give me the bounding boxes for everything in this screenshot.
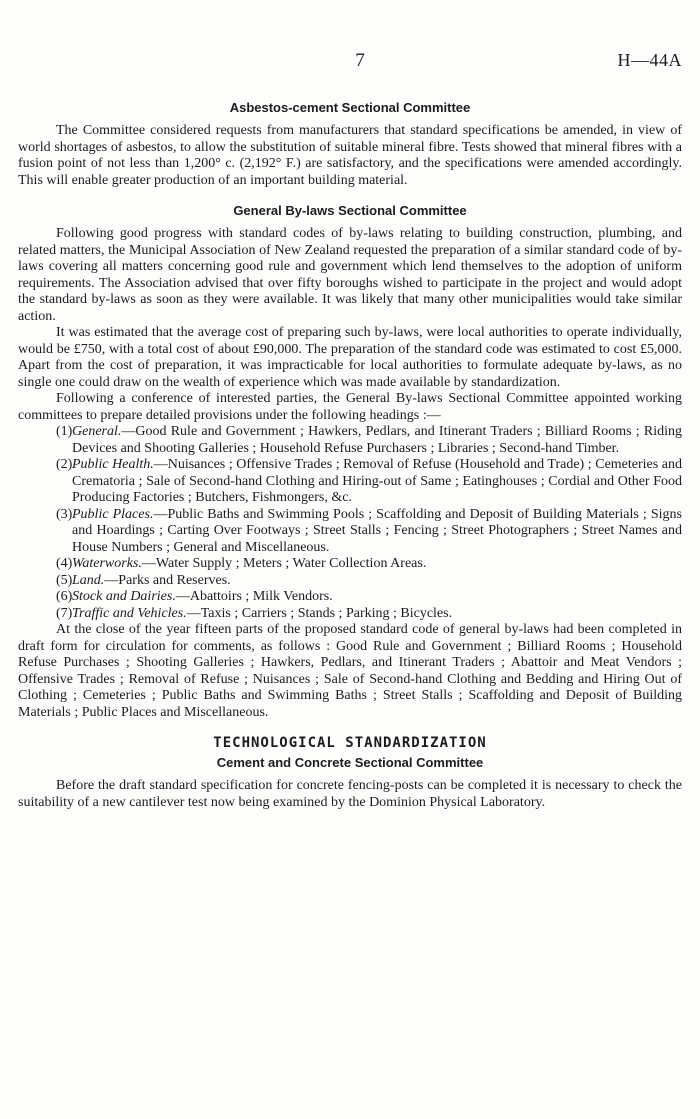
list-item-text: —Nuisances ; Offensive Trades ; Removal of Refuse (Household and Trade) ; Cemeteries and Crematoria ; Sale of Second-hand Clothing and Hiring-out of Same ; Eatinghouses ; Cordial and Other Food Producing Factories ; Butchers, Fishmongers, &c. [72, 457, 682, 505]
list-item-text: —Public Baths and Swimming Pools ; Scaffolding and Deposit of Building Materials ; Signs and Hoardings ; Carting Over Footways ; Street Stalls ; Fencing ; Street Photographers ; Street Names and House Numbers ; General and Miscellaneous. [72, 506, 682, 555]
list-item-number: (4) [56, 556, 73, 571]
list-item-category: Traffic and Vehicles. [72, 605, 187, 621]
list-item-text: —Good Rule and Government ; Hawkers, Pedlars, and Itinerant Traders ; Billiard Rooms ; Riding Devices and Shooting Galleries ; Household Refuse Purchasers ; Libraries ; Second-hand Timber. [72, 424, 682, 456]
cement-concrete-paragraph: Before the draft standard specification for concrete fencing-posts can be completed it is necessary to check the suitability of a new cantilever test now being examined by the Dominion Physical Laboratory. [18, 778, 682, 810]
bylaws-heading: General By-laws Sectional Committee [233, 203, 467, 218]
list-item [18, 507, 682, 557]
list-item-text: —Taxis ; Carriers ; Stands ; Parking ; Bicycles. [186, 605, 453, 621]
list-item-text: —Parks and Reserves. [104, 572, 231, 588]
document-reference: H—44A [617, 50, 682, 70]
list-item-category: Land. [72, 572, 105, 588]
list-item [18, 556, 682, 573]
cement-concrete-heading: Cement and Concrete Sectional Committee [216, 755, 484, 770]
list-item-number: (7) [56, 605, 73, 621]
list-item-category: Public Places. [72, 506, 154, 522]
list-item-number: (2) [56, 457, 73, 472]
list-item-number: (6) [56, 589, 73, 604]
bylaws-paragraph-2: It was estimated that the average cost of preparing such by-laws, were local authorities to operate individually, would be £750, with a total cost of about £90,000. The preparation of the standard code was estimated to cost £5,000. Apart from the cost of preparation, it was impracticable for local authorities to formulate adequate by-laws, as no single one could draw on the wealth of experience which was made available by standardization. [18, 325, 682, 390]
list-item-number: (1) [56, 424, 73, 439]
bylaws-paragraph-4: At the close of the year fifteen parts of the proposed standard code of general by-laws had been completed in draft form for circulation for comments, as follows : Good Rule and Government ; Billiard Rooms ; Household Refuse Purchases ; Shooting Galleries ; Hawkers, Pedlars, and Itinerant Traders ; Abattoir and Meat Vendors ; Offensive Trades ; Removal of Refuse ; Nuisances ; Sale of Second-hand Clothing and Bedding and Hiring Out of Clothing ; Cemeteries ; Public Baths and Swimming Baths ; Street Stalls ; Scaffolding and Deposit of Building Materials ; Public Places and Miscellaneous. [18, 622, 682, 720]
bylaws-paragraph-1: Following good progress with standard codes of by-laws relating to building construction, plumbing, and related matters, the Municipal Association of New Zealand requested the preparation of a similar standard code of by-laws covering all matters concerning good rule and government which lend themselves to the adoption of uniform requirements. The Association advised that over fifty boroughs wished to participate in the project and would adopt the standard by-laws as soon as they were available. It was likely that many other municipalities would take similar action. [18, 226, 682, 324]
list-item [18, 424, 682, 457]
list-item [18, 589, 682, 606]
list-item-text: —Abattoirs ; Milk Vendors. [175, 589, 333, 604]
list-item [18, 573, 682, 590]
technological-heading: TECHNOLOGICAL STANDARDIZATION [213, 735, 487, 751]
bylaws-headings-list [18, 424, 682, 622]
list-item-category: Public Health. [72, 457, 154, 472]
list-item-category: Waterworks. [72, 556, 142, 571]
list-item [18, 606, 682, 623]
list-item-text: —Water Supply ; Meters ; Water Collection Areas. [141, 556, 427, 571]
asbestos-heading: Asbestos-cement Sectional Committee [229, 100, 471, 115]
asbestos-paragraph: The Committee considered requests from manufacturers that standard specifications be amended, in view of world shortages of asbestos, to allow the substitution of suitable mineral fibre. Tests showed that mineral fibres with a fusion point of not less than 1,200° c. (2,192° F.) are satisfactory, and the specifications were amended accordingly. This will enable greater production of an important building material. [18, 123, 682, 188]
list-item-number: (5) [56, 572, 73, 588]
list-item-category: General. [72, 424, 122, 439]
bylaws-paragraph-3: Following a conference of interested parties, the General By-laws Sectional Committee appointed working committees to prepare detailed provisions under the following headings :— [18, 391, 682, 423]
list-item-number: (3) [56, 506, 73, 522]
list-item-category: Stock and Dairies. [72, 589, 176, 604]
list-item [18, 457, 682, 507]
page-body [18, 100, 682, 811]
page-number: 7 [355, 50, 365, 71]
